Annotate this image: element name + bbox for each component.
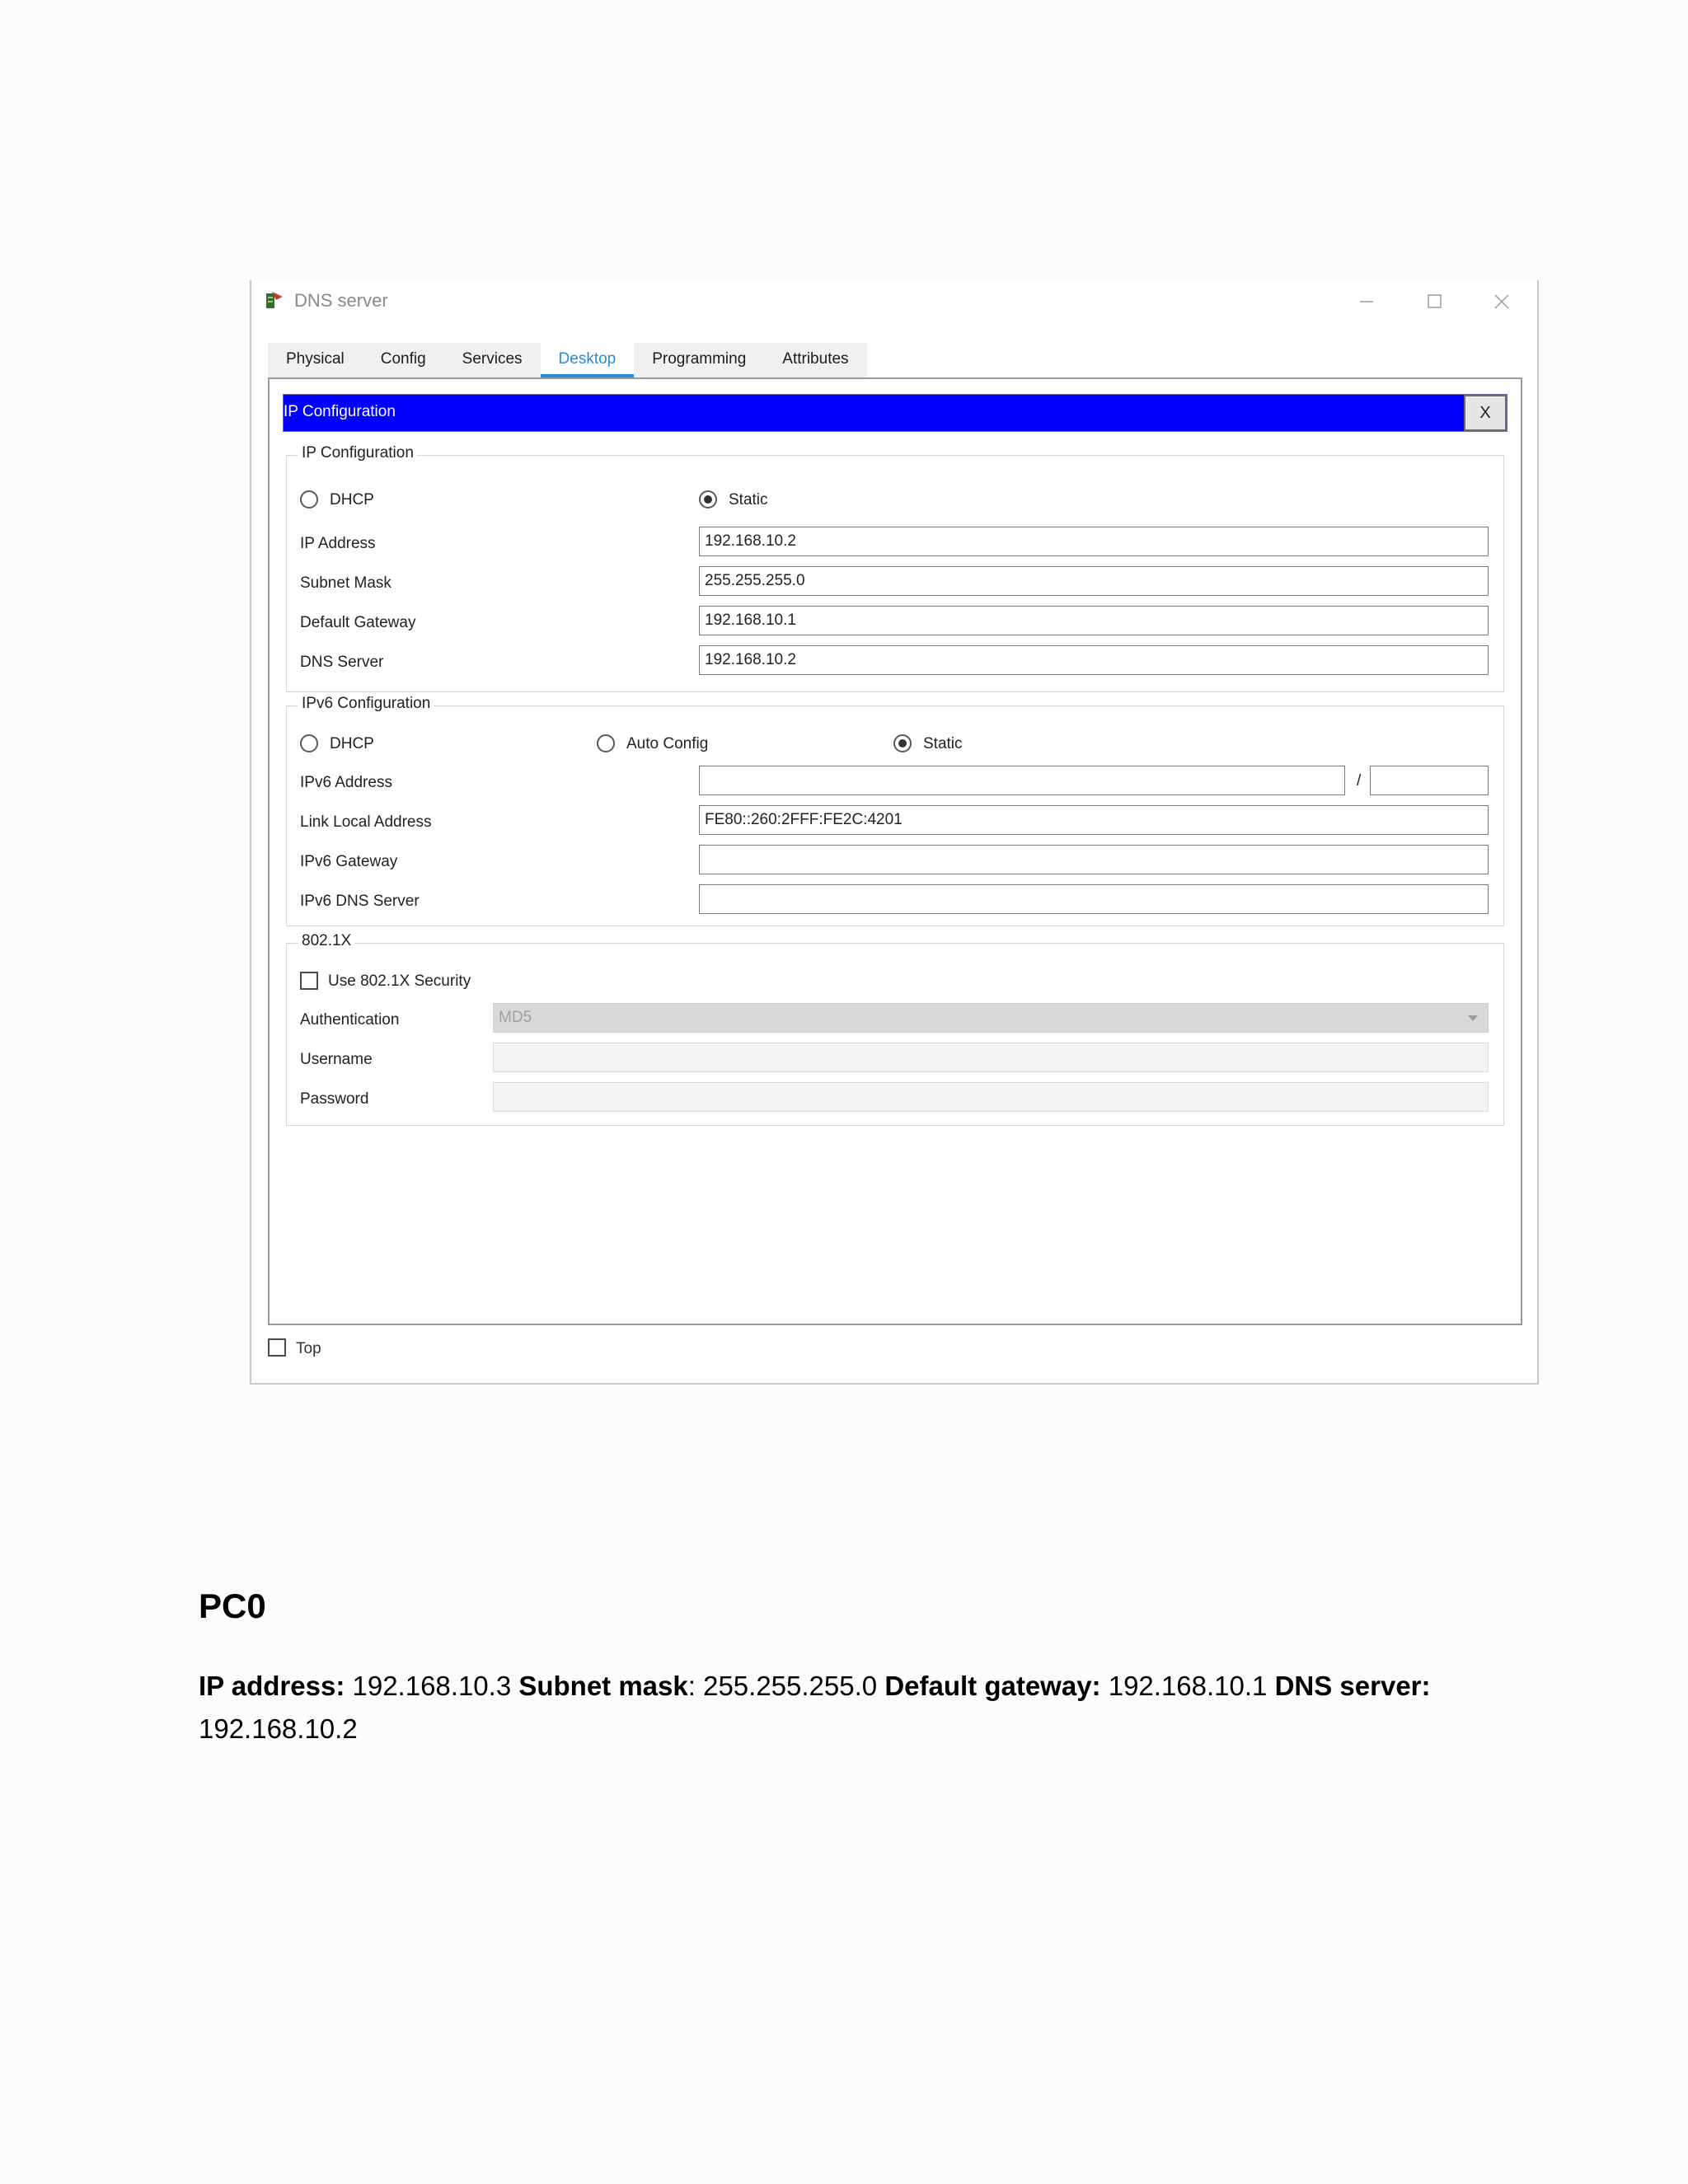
subnet-mask-value: 255.255.255.0 bbox=[703, 1671, 878, 1701]
subnet-mask-field[interactable]: 255.255.255.0 bbox=[699, 566, 1489, 596]
dot1x-group bbox=[286, 932, 1504, 1126]
ipv6-static-label: Static bbox=[923, 735, 963, 752]
dns-server-term: DNS server: bbox=[1274, 1671, 1431, 1701]
pc0-config-paragraph: IP address: 192.168.10.3 Subnet mask: 255.255.255.0 Default gateway: 192.168.10.1 DNS server: 192.168.10.2 bbox=[199, 1671, 1431, 1744]
desktop-content bbox=[268, 377, 1522, 1325]
ipv6-static-radio[interactable] bbox=[893, 734, 912, 752]
ip-address-label: IP Address bbox=[300, 535, 376, 552]
password-field[interactable] bbox=[493, 1082, 1489, 1112]
authentication-label: Authentication bbox=[300, 1011, 400, 1029]
window-title: DNS server bbox=[294, 290, 388, 311]
minimize-icon[interactable] bbox=[1348, 285, 1386, 318]
tab-programming[interactable]: Programming bbox=[652, 350, 747, 368]
ip-config-header bbox=[283, 394, 1507, 432]
password-label: Password bbox=[300, 1090, 369, 1108]
dns-server-label: DNS Server bbox=[300, 654, 384, 671]
link-local-address-label: Link Local Address bbox=[300, 813, 432, 831]
authentication-value: MD5 bbox=[499, 1009, 532, 1026]
ipv4-static-radio[interactable] bbox=[699, 490, 717, 509]
ipv6-gateway-label: IPv6 Gateway bbox=[300, 853, 398, 870]
dns-server-value: 192.168.10.2 bbox=[199, 1713, 358, 1744]
ipv6-dhcp-radio[interactable] bbox=[300, 734, 318, 752]
ipv6-address-label: IPv6 Address bbox=[300, 774, 392, 791]
tab-physical[interactable]: Physical bbox=[286, 350, 345, 368]
server-app-icon bbox=[265, 290, 284, 312]
tab-bar bbox=[268, 343, 867, 377]
dot1x-legend: 802.1X bbox=[298, 932, 354, 950]
username-label: Username bbox=[300, 1051, 373, 1068]
ipv6-prefix-field[interactable] bbox=[1370, 766, 1489, 795]
ipv4-legend: IP Configuration bbox=[298, 444, 417, 462]
username-field[interactable] bbox=[493, 1043, 1489, 1072]
ipv6-dhcp-label: DHCP bbox=[330, 735, 374, 752]
ipv6-dns-server-label: IPv6 DNS Server bbox=[300, 893, 420, 910]
dns-server-field[interactable]: 192.168.10.2 bbox=[699, 645, 1489, 675]
ipv6-group bbox=[286, 695, 1504, 926]
tab-attributes[interactable]: Attributes bbox=[782, 350, 849, 368]
top-checkbox[interactable] bbox=[268, 1338, 286, 1357]
ip-config-header-title: IP Configuration bbox=[284, 403, 396, 420]
ipv6-gateway-field[interactable] bbox=[699, 845, 1489, 874]
chevron-down-icon bbox=[1468, 1015, 1478, 1021]
close-icon[interactable] bbox=[1483, 285, 1521, 318]
ipv6-auto-config-label: Auto Config bbox=[626, 735, 709, 752]
prefix-separator: / bbox=[1357, 772, 1362, 790]
ip-address-term: IP address: bbox=[199, 1671, 345, 1701]
dns-server-window bbox=[250, 280, 1539, 1385]
ipv4-group bbox=[286, 444, 1504, 692]
ipv6-legend: IPv6 Configuration bbox=[298, 695, 434, 713]
ip-config-close-button[interactable]: X bbox=[1464, 395, 1507, 431]
subnet-mask-label: Subnet Mask bbox=[300, 574, 392, 592]
maximize-icon[interactable] bbox=[1415, 285, 1453, 318]
default-gateway-term: Default gateway: bbox=[884, 1671, 1101, 1701]
ip-address-value: 192.168.10.3 bbox=[352, 1671, 512, 1701]
use-802-1x-checkbox[interactable] bbox=[300, 972, 318, 990]
top-checkbox-label: Top bbox=[296, 1340, 321, 1357]
ipv6-auto-config-radio[interactable] bbox=[597, 734, 615, 752]
tab-services[interactable]: Services bbox=[462, 350, 523, 368]
ipv6-dns-server-field[interactable] bbox=[699, 884, 1489, 914]
authentication-select[interactable] bbox=[493, 1003, 1489, 1033]
ipv6-address-field[interactable] bbox=[699, 766, 1345, 795]
use-802-1x-label: Use 802.1X Security bbox=[328, 972, 471, 990]
tab-desktop[interactable]: Desktop bbox=[541, 343, 635, 377]
ipv4-dhcp-label: DHCP bbox=[330, 491, 374, 509]
tab-config[interactable]: Config bbox=[380, 350, 426, 368]
ipv4-static-label: Static bbox=[729, 491, 768, 509]
default-gateway-field[interactable]: 192.168.10.1 bbox=[699, 606, 1489, 635]
link-local-address-field[interactable]: FE80::260:2FFF:FE2C:4201 bbox=[699, 805, 1489, 835]
default-gateway-value: 192.168.10.1 bbox=[1108, 1671, 1268, 1701]
ipv4-dhcp-radio[interactable] bbox=[300, 490, 318, 509]
ip-address-field[interactable]: 192.168.10.2 bbox=[699, 527, 1489, 556]
window-titlebar[interactable] bbox=[251, 280, 1537, 321]
subnet-mask-term: Subnet mask bbox=[518, 1671, 688, 1701]
default-gateway-label: Default Gateway bbox=[300, 614, 416, 631]
document-heading: PC0 bbox=[199, 1586, 266, 1625]
